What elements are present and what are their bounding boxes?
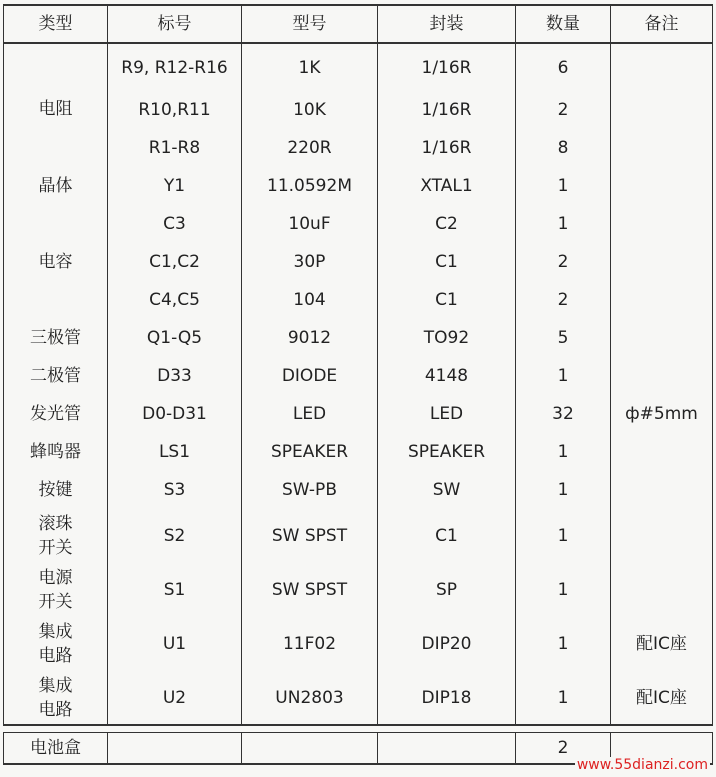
package-cell: C1 [378,243,516,281]
package-cell: DIP18 [378,671,516,725]
note-cell [611,357,713,395]
model-cell: 10uF [242,205,378,243]
battery-quantity-cell: 2 [516,733,611,765]
ref-cell: D33 [108,357,242,395]
table-row [4,357,713,395]
package-cell: XTAL1 [378,167,516,205]
model-cell: 220R [242,129,378,167]
package-cell: LED [378,395,516,433]
ref-cell: Y1 [108,167,242,205]
quantity-cell: 1 [516,433,611,471]
battery-package-cell [378,733,516,765]
quantity-cell: 1 [516,563,611,617]
ref-cell: U1 [108,617,242,671]
table-gap [4,725,713,733]
quantity-cell: 2 [516,243,611,281]
package-cell: SP [378,563,516,617]
header-row [4,5,713,43]
table-row [4,509,713,563]
header-model: 型号 [242,5,378,43]
note-cell: 配IC座 [611,617,713,671]
quantity-cell: 1 [516,617,611,671]
package-cell: C2 [378,205,516,243]
type-cell: 集成电路 [4,617,108,671]
quantity-cell: 2 [516,281,611,319]
type-cell: 三极管 [4,319,108,357]
quantity-cell: 1 [516,471,611,509]
package-cell: DIP20 [378,617,516,671]
model-cell: 104 [242,281,378,319]
quantity-cell: 8 [516,129,611,167]
note-cell [611,319,713,357]
note-cell: ф#5mm [611,395,713,433]
note-cell: 配IC座 [611,671,713,725]
table-row [4,617,713,671]
note-cell [611,243,713,281]
model-cell: DIODE [242,357,378,395]
header-ref: 标号 [108,5,242,43]
package-cell: 1/16R [378,43,516,91]
table-row [4,433,713,471]
model-cell: SW SPST [242,563,378,617]
note-cell [611,205,713,243]
model-cell: UN2803 [242,671,378,725]
type-cell: 电阻 [4,43,108,167]
package-cell: C1 [378,509,516,563]
table-row [4,167,713,205]
ref-cell: S3 [108,471,242,509]
note-cell [611,167,713,205]
note-cell [611,129,713,167]
note-cell [611,281,713,319]
model-cell: LED [242,395,378,433]
quantity-cell: 1 [516,509,611,563]
table-row [4,91,713,129]
type-cell: 蜂鸣器 [4,433,108,471]
note-cell [611,563,713,617]
note-cell [611,91,713,129]
type-cell: 电容 [4,205,108,319]
type-cell: 集成电路 [4,671,108,725]
model-cell: 1K [242,43,378,91]
table-row [4,395,713,433]
table-row [4,471,713,509]
table-row [4,563,713,617]
battery-ref-cell [108,733,242,765]
quantity-cell: 1 [516,167,611,205]
model-cell: 9012 [242,319,378,357]
ref-cell: R10,R11 [108,91,242,129]
header-package: 封装 [378,5,516,43]
header-quantity: 数量 [516,5,611,43]
ref-cell: C1,C2 [108,243,242,281]
table-row [4,243,713,281]
type-cell: 按键 [4,471,108,509]
model-cell: SW-PB [242,471,378,509]
ref-cell: U2 [108,671,242,725]
quantity-cell: 2 [516,91,611,129]
table-row [4,671,713,725]
table-row [4,43,713,91]
table-row [4,205,713,243]
quantity-cell: 32 [516,395,611,433]
type-cell: 晶体 [4,167,108,205]
note-cell [611,471,713,509]
table-row [4,129,713,167]
ref-cell: S1 [108,563,242,617]
header-type: 类型 [4,5,108,43]
note-cell [611,433,713,471]
model-cell: 11.0592M [242,167,378,205]
type-cell: 发光管 [4,395,108,433]
quantity-cell: 1 [516,205,611,243]
model-cell: SPEAKER [242,433,378,471]
model-cell: 11F02 [242,617,378,671]
battery-model-cell [242,733,378,765]
package-cell: TO92 [378,319,516,357]
package-cell: 4148 [378,357,516,395]
watermark: www.55dianzi.com [576,757,708,773]
type-cell: 电源开关 [4,563,108,617]
bom-table [3,4,713,765]
ref-cell: C4,C5 [108,281,242,319]
package-cell: 1/16R [378,91,516,129]
quantity-cell: 5 [516,319,611,357]
note-cell [611,509,713,563]
quantity-cell: 6 [516,43,611,91]
model-cell: 30P [242,243,378,281]
ref-cell: R1-R8 [108,129,242,167]
package-cell: SW [378,471,516,509]
package-cell: SPEAKER [378,433,516,471]
table-row [4,319,713,357]
ref-cell: C3 [108,205,242,243]
ref-cell: Q1-Q5 [108,319,242,357]
ref-cell: D0-D31 [108,395,242,433]
battery-type-cell: 电池盒 [4,733,108,765]
quantity-cell: 1 [516,357,611,395]
model-cell: SW SPST [242,509,378,563]
type-cell: 二极管 [4,357,108,395]
quantity-cell: 1 [516,671,611,725]
ref-cell: R9, R12-R16 [108,43,242,91]
table-row [4,281,713,319]
model-cell: 10K [242,91,378,129]
bom-sheet [3,4,712,772]
note-cell [611,43,713,91]
header-note: 备注 [611,5,713,43]
package-cell: 1/16R [378,129,516,167]
ref-cell: S2 [108,509,242,563]
package-cell: C1 [378,281,516,319]
ref-cell: LS1 [108,433,242,471]
type-cell: 滚珠开关 [4,509,108,563]
